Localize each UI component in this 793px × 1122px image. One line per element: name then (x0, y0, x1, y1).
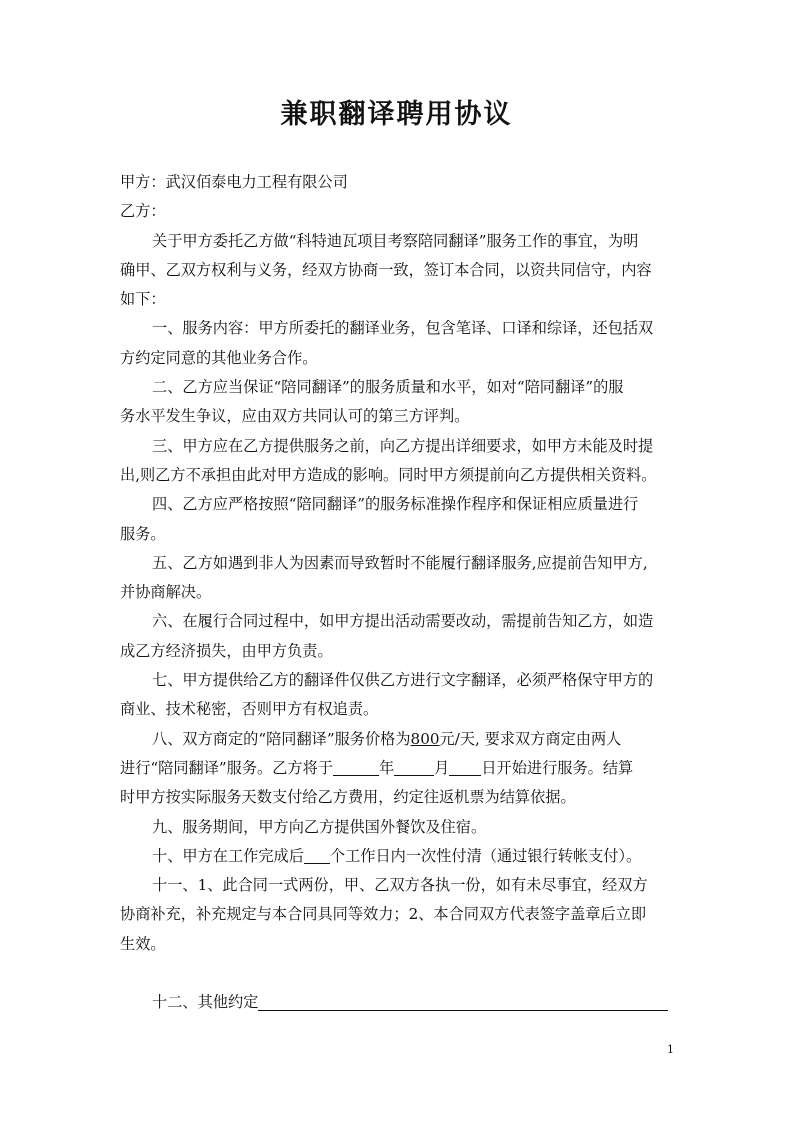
clause-line: 生效。 (120, 934, 166, 953)
price-value: 800 (410, 729, 440, 748)
party-a: 甲方：武汉佰泰电力工程有限公司 (120, 173, 348, 191)
clause-text: 日开始进行服务。结算 (481, 758, 634, 777)
clause-line: 一、服务内容：甲方所委托的翻译业务，包含笔译、口译和综译，还包括双 (152, 319, 654, 338)
clause-4 (120, 490, 675, 549)
clause-line: 方约定同意的其他业务合作。 (120, 348, 318, 367)
clause-12 (120, 988, 675, 1017)
clause-line: 时甲方按实际服务天数支付给乙方费用，约定往返机票为结算依据。 (120, 788, 576, 807)
other-terms-blank[interactable] (258, 990, 668, 1011)
clause-line: 三、甲方应在乙方提供服务之前，向乙方提出详细要求，如甲方未能及时提 (152, 436, 654, 455)
spacer (120, 959, 675, 988)
clause-line: 务水平发生争议，应由双方共同认可的第三方评判。 (120, 407, 470, 426)
clause-line: 服务。 (120, 524, 166, 543)
clause-2 (120, 373, 675, 432)
clause-line: 协商补充，补充规定与本合同具同等效力；2、本合同双方代表签字盖章后立即 (120, 905, 647, 924)
workday-blank[interactable] (304, 845, 330, 864)
clause-3 (120, 432, 675, 491)
clause-6 (120, 607, 675, 666)
clause-line: 七、甲方提供给乙方的翻译件仅供乙方进行文字翻译，必须严格保守甲方的 (152, 671, 654, 690)
clause-text: 十二、其他约定 (152, 993, 259, 1012)
clause-text: 十、甲方在工作完成后 (152, 846, 304, 865)
clause-line: 十一、1、此合同一式两份，甲、乙双方各执一份，如有未尽事宜，经双方 (152, 876, 648, 895)
clause-line: 五、乙方如遇到非人为因素而导致暂时不能履行翻译服务,应提前告知甲方, (152, 553, 648, 572)
clause-line: 成乙方经济损失，由甲方负责。 (120, 641, 333, 660)
clause-text: 进行“陪同翻译”服务。乙方将于 (120, 758, 333, 777)
clause-9: 九、服务期间，甲方向乙方提供国外餐饮及住宿。 (152, 817, 487, 836)
clause-7 (120, 666, 675, 725)
document-body (120, 168, 675, 1017)
month-blank[interactable] (394, 757, 434, 776)
clause-line (120, 754, 675, 783)
clause-line: 出,则乙方不承担由此对甲方造成的影响。同时甲方须提前向乙方提供相关资料。 (120, 465, 657, 484)
year-label: 年 (378, 758, 395, 777)
intro-paragraph (120, 227, 675, 315)
page-number: 1 (667, 1043, 674, 1056)
party-b: 乙方： (120, 202, 166, 221)
intro-line: 如下： (120, 290, 166, 309)
month-label: 月 (434, 758, 450, 777)
clause-line: 二、乙方应当保证“陪同翻译”的服务质量和水平，如对“陪同翻译”的服 (152, 378, 624, 397)
year-blank[interactable] (333, 757, 379, 776)
clause-11 (120, 871, 675, 959)
clause-text: 八、双方商定的“陪同翻译”服务价格为 (152, 729, 411, 748)
clause-5 (120, 549, 675, 608)
clause-line: 六、在履行合同过程中，如甲方提出活动需要改动，需提前告知乙方，如造 (152, 612, 654, 631)
document-title: 兼职翻译聘用协议 (280, 99, 513, 130)
intro-line: 关于甲方委托乙方做“科特迪瓦项目考察陪同翻译”服务工作的事宜，为明 (152, 231, 639, 250)
intro-line: 确甲、乙双方权利与义务，经双方协商一致，签订本合同，以资共同信守，内容 (120, 260, 652, 279)
clause-text: 个工作日内一次性付清（通过银行转帐支付）。 (329, 846, 642, 865)
clause-line: 商业、技术秘密，否则甲方有权追责。 (120, 700, 379, 719)
clause-line: 四、乙方应严格按照“陪同翻译”的服务标准操作程序和保证相应质量进行 (152, 495, 639, 514)
clause-8 (120, 725, 675, 813)
clause-1 (120, 314, 675, 373)
day-blank[interactable] (449, 757, 481, 776)
clause-10 (120, 842, 675, 871)
clause-line: 并协商解决。 (120, 583, 212, 602)
clause-line (120, 725, 675, 754)
clause-text: 元/天, 要求双方商定由两人 (439, 729, 622, 748)
